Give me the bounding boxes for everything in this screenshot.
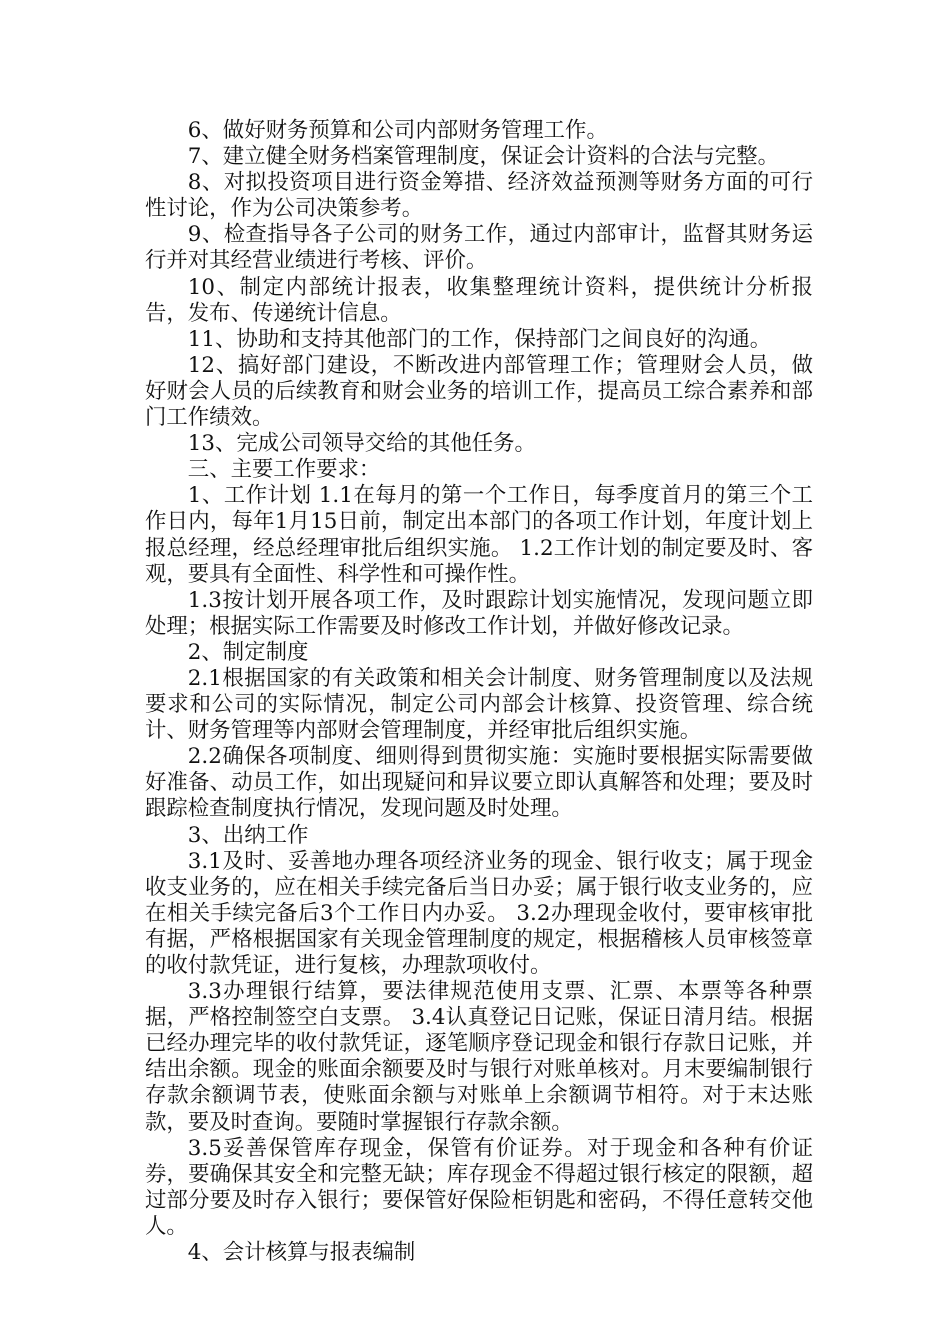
paragraph-work-plan: 1、工作计划 1.1在每月的第一个工作日，每季度首月的第三个工作日内，每年1月15日前，制定出本部门的各项工作计划，年度计划上报总经理，经总经理审批后组织实施。 1.2工作计划的制定要及时、客观，要具有全面性、科学性和可操作性。	[145, 483, 813, 587]
paragraph-item-12: 12、搞好部门建设，不断改进内部管理工作；管理财会人员，做好财会人员的后续教育和财会业务的培训工作，提高员工综合素养和部门工作绩效。	[145, 352, 813, 431]
paragraph-policy-implementation: 2.2确保各项制度、细则得到贯彻实施：实施时要根据实际需要做好准备、动员工作，如出现疑问和异议要立即认真解答和处理；要及时跟踪检查制度执行情况，发现问题及时处理。	[145, 744, 813, 822]
paragraph-bank-settlement: 3.3办理银行结算，要法律规范使用支票、汇票、本票等各种票据，严格控制签空白支票。 3.4认真登记日记账，保证日清月结。根据已经办理完毕的收付款凭证，逐笔顺序登记现金和银行存款日记账，并结出余额。现金的账面余额要及时与银行对账单核对。月末要编制银行存款余额调节表，使账面余额与对账单上余额调节相符。对于末达账款，要及时查询。要随时掌握银行存款余额。	[145, 979, 813, 1135]
paragraph-plan-execution: 1.3按计划开展各项工作，及时跟踪计划实施情况，发现问题立即处理；根据实际工作需要及时修改工作计划，并做好修改记录。	[145, 587, 813, 639]
paragraph-item-7: 7、建立健全财务档案管理制度，保证会计资料的合法与完整。	[187, 144, 779, 170]
paragraph-policy-making: 2.1根据国家的有关政策和相关会计制度、财务管理制度以及法规要求和公司的实际情况，制定公司内部会计核算、投资管理、综合统计、财务管理等内部财会管理制度，并经审批后组织实施。	[145, 665, 813, 744]
subheading-accounting: 4、会计核算与报表编制	[187, 1240, 416, 1266]
paragraph-item-9: 9、检查指导各子公司的财务工作，通过内部审计，监督其财务运行并对其经营业绩进行考核、评价。	[145, 222, 813, 274]
subheading-policies: 2、制定制度	[187, 639, 309, 665]
paragraph-item-8: 8、对拟投资项目进行资金筹措、经济效益预测等财务方面的可行性讨论，作为公司决策参考。	[145, 170, 813, 222]
subheading-cashier: 3、出纳工作	[187, 822, 309, 848]
paragraph-item-13: 13、完成公司领导交给的其他任务。	[187, 431, 536, 457]
paragraph-cash-bank-handling: 3.1及时、妥善地办理各项经济业务的现金、银行收支；属于现金收支业务的，应在相关手续完备后当日办妥；属于银行收支业务的，应在相关手续完备后3个工作日内办妥。 3.2办理现金收付，要审核审批有据，严格根据国家有关现金管理制度的规定，根据稽核人员审核签章的收付款凭证，进行复核，办理款项收付。	[145, 848, 813, 978]
document-page	[145, 118, 813, 1266]
paragraph-item-6: 6、做好财务预算和公司内部财务管理工作。	[187, 118, 608, 143]
section-heading-requirements: 三、主要工作要求：	[187, 457, 381, 483]
paragraph-item-11: 11、协助和支持其他部门的工作，保持部门之间良好的沟通。	[187, 326, 772, 352]
paragraph-item-10: 10、制定内部统计报表，收集整理统计资料，提供统计分析报告，发布、传递统计信息。	[145, 274, 813, 326]
paragraph-cash-custody: 3.5妥善保管库存现金，保管有价证券。对于现金和各种有价证券，要确保其安全和完整无缺；库存现金不得超过银行核定的限额，超过部分要及时存入银行；要保管好保险柜钥匙和密码，不得任意转交他人。	[145, 1135, 813, 1239]
